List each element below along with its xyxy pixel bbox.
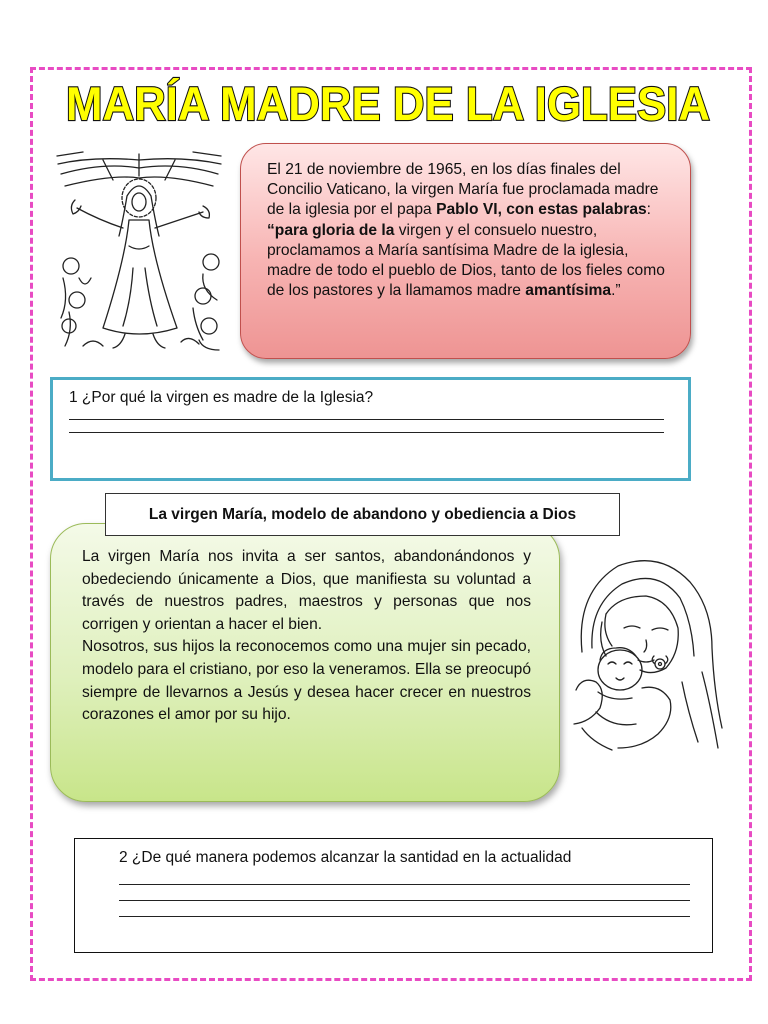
intro-quote-body: virgen y el consuelo nuestro, proclamamos a María santísima Madre de la iglesia, madre de todo el pueblo de Dios, tanto de los fieles como de los pastores y la llamamos madre — [267, 221, 665, 300]
question-1-text: 1 ¿Por qué la virgen es madre de la Iglesia? — [69, 389, 374, 406]
intro-colon: : — [646, 201, 652, 219]
question-1-box — [50, 377, 691, 481]
answer-line[interactable] — [69, 432, 664, 433]
intro-text-box — [240, 143, 691, 359]
intro-quote-start: “para gloria de la — [267, 221, 395, 239]
intro-quote-end: amantísima — [525, 282, 612, 300]
obedience-text-box — [50, 523, 560, 802]
section-subtitle: La virgen María, modelo de abandono y obediencia a Dios — [105, 493, 620, 536]
answer-line[interactable] — [119, 884, 690, 885]
intro-pope-name: Pablo VI, con estas palabras — [436, 201, 647, 219]
body-paragraph-2: Nosotros, sus hijos la reconocemos como una mujer sin pecado, modelo para el cristiano, por eso la veneramos. Ella se preocupó siempre de llevarnos a Jesús y desea hacer crecer en nuestros corazones el amor por su hijo. — [82, 638, 531, 724]
intro-quote-close: .” — [611, 282, 621, 300]
svg-text:MARÍA MADRE DE LA IGLESIA: MARÍA MADRE DE LA IGLESIA — [66, 77, 710, 130]
answer-line[interactable] — [119, 916, 690, 917]
page-title — [58, 76, 718, 128]
question-2-box — [74, 838, 713, 953]
virgin-mary-illustration — [53, 150, 226, 357]
answer-line[interactable] — [119, 900, 690, 901]
mother-and-child-illustration — [562, 552, 732, 757]
question-2-text: 2 ¿De qué manera podemos alcanzar la santidad en la actualidad — [119, 849, 572, 866]
body-paragraph-1: La virgen María nos invita a ser santos, abandonándonos y obedeciendo únicamente a Dios, que manifiesta su voluntad a través de nuestros padres, maestros y personas que nos corrigen y orientan a hacer el bien. — [82, 548, 531, 633]
answer-line[interactable] — [69, 419, 664, 420]
intro-text: El 21 de noviembre de 1965, en los días finales del Concilio Vaticano, la virgen María fue proclamada madre de la iglesia por el papa — [267, 161, 659, 219]
